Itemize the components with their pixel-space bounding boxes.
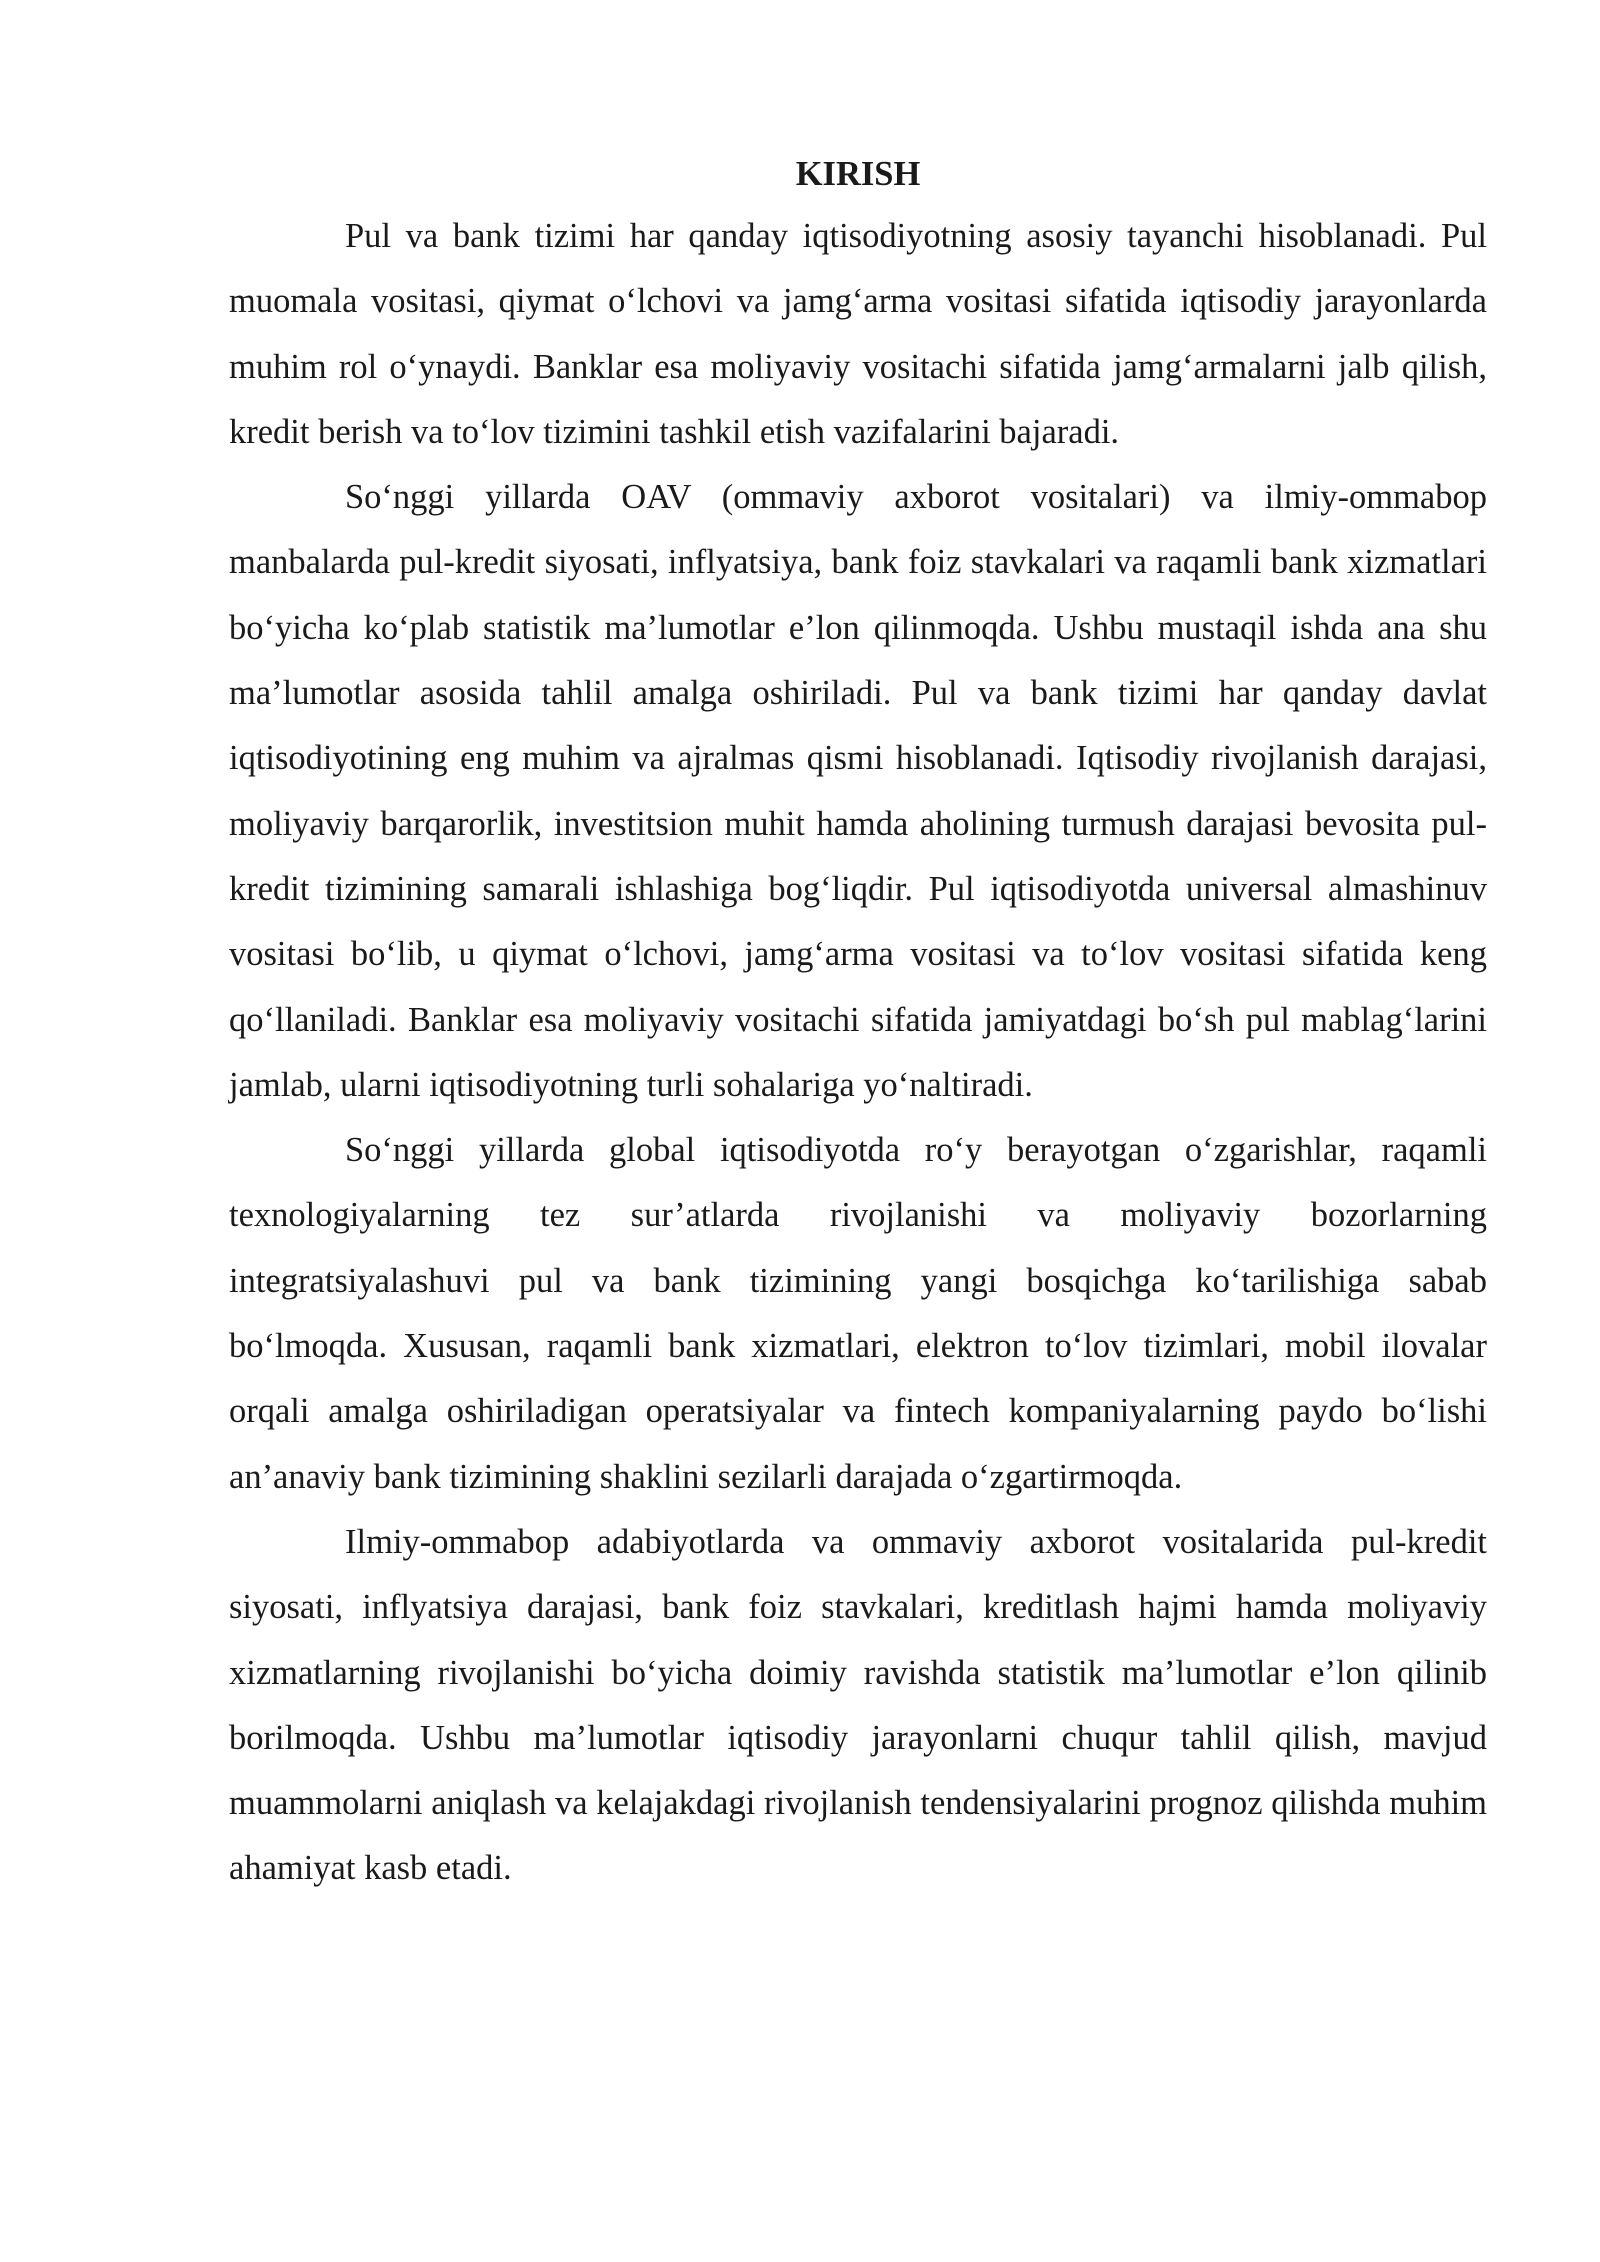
paragraph: Ilmiy-ommabop adabiyotlarda va ommaviy axborot vositalarida pul-kredit siyosati, inflyatsiya darajasi, bank foiz stavkalari, kreditlash hajmi hamda moliyaviy xizmatlarning rivojlanishi bo‘yicha doimiy ravishda statistik ma’lumotlar e’lon qilinib borilmoqda. Ushbu ma’lumotlar iqtisodiy jarayonlarni chuqur tahlil qilish, mavjud muammolarni aniqlash va kelajakdagi rivojlanish tendensiyalarini prognoz qilishda muhim ahamiyat kasb etadi. <box>229 1522 1487 1888</box>
paragraph: So‘nggi yillarda global iqtisodiyotda ro‘y berayotgan o‘zgarishlar, raqamli texnologiyalarning tez sur’atlarda rivojlanishi va moliyaviy bozorlarning integratsiyalashuvi pul va bank tizimining yangi bosqichga ko‘tarilishiga sabab bo‘lmoqda. Xususan, raqamli bank xizmatlari, elektron to‘lov tizimlari, mobil ilovalar orqali amalga oshiriladigan operatsiyalar va fintech kompaniyalarning paydo bo‘lishi an’anaviy bank tizimining shaklini sezilarli darajada o‘zgartirmoqda. <box>229 1131 1487 1496</box>
document-body <box>229 148 1487 1902</box>
paragraph: So‘nggi yillarda OAV (ommaviy axborot vositalari) va ilmiy-ommabop manbalarda pul-kredit siyosati, inflyatsiya, bank foiz stavkalari va raqamli bank xizmatlari bo‘yicha ko‘plab statistik ma’lumotlar e’lon qilinmoqda. Ushbu mustaqil ishda ana shu ma’lumotlar asosida tahlil amalga oshiriladi. Pul va bank tizimi har qanday davlat iqtisodiyotining eng muhim va ajralmas qismi hisoblanadi. Iqtisodiy rivojlanish darajasi, moliyaviy barqarorlik, investitsion muhit hamda aholining turmush darajasi bevosita pul-kredit tizimining samarali ishlashiga bog‘liqdir. Pul iqtisodiyotda universal almashinuv vositasi bo‘lib, u qiymat o‘lchovi, jamg‘arma vositasi va to‘lov vositasi sifatida keng qo‘llaniladi. Banklar esa moliyaviy vositachi sifatida jamiyatdagi bo‘sh pul mablag‘larini jamlab, ularni iqtisodiyotning turli sohalariga yo‘naltiradi. <box>229 478 1487 1104</box>
page-title: KIRISH <box>795 155 921 193</box>
paragraph: Pul va bank tizimi har qanday iqtisodiyotning asosiy tayanchi hisoblanadi. Pul muomala vositasi, qiymat o‘lchovi va jamg‘arma vositasi sifatida iqtisodiy jarayonlarda muhim rol o‘ynaydi. Banklar esa moliyaviy vositachi sifatida jamg‘armalarni jalb qilish, kredit berish va to‘lov tizimini tashkil etish vazifalarini bajaradi. <box>229 217 1487 451</box>
